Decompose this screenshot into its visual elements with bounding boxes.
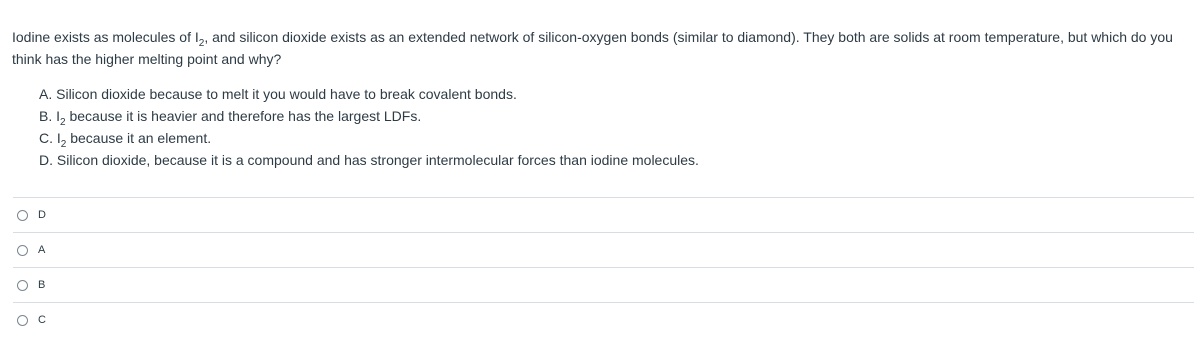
choice-item-a — [39, 83, 699, 105]
choice-c-subscript: 2 — [60, 138, 67, 150]
radio-button-icon[interactable] — [17, 315, 28, 326]
choice-item-c — [39, 127, 699, 149]
choice-d-text: D. Silicon dioxide, because it is a compound and has stronger intermolecular forces than iodine molecules. — [39, 152, 699, 168]
answer-options — [13, 197, 1194, 337]
question-part-2: , and silicon dioxide exists as an extended network of silicon-oxygen bonds (similar to diamond). They both are solids at room temperature, but which do you think has the higher melting point and why? — [12, 29, 1173, 67]
answer-option-d[interactable] — [13, 197, 1194, 232]
question-part-1: Iodine exists as molecules of I — [12, 29, 199, 45]
question-subscript: 2 — [198, 37, 205, 49]
choice-a-text: A. Silicon dioxide because to melt it you would have to break covalent bonds. — [39, 86, 517, 102]
choice-c-pre: C. I — [39, 130, 61, 146]
answer-option-b[interactable] — [13, 267, 1194, 302]
choice-list — [39, 83, 699, 171]
answer-label: C — [38, 314, 46, 326]
answer-label: A — [38, 244, 46, 256]
choice-b-post: because it is heavier and therefore has the largest LDFs. — [65, 108, 422, 124]
answer-label: B — [38, 279, 46, 291]
choice-b-pre: B. I — [39, 108, 61, 124]
answer-label: D — [38, 209, 46, 221]
choice-c-post: because it an element. — [66, 130, 212, 146]
radio-button-icon[interactable] — [17, 280, 28, 291]
choice-b-subscript: 2 — [60, 116, 66, 128]
choice-item-b — [39, 105, 699, 127]
radio-button-icon[interactable] — [17, 210, 28, 221]
choice-item-d — [39, 149, 699, 171]
radio-button-icon[interactable] — [17, 245, 28, 256]
question-text — [12, 26, 1194, 70]
answer-option-c[interactable] — [13, 302, 1194, 337]
answer-option-a[interactable] — [13, 232, 1194, 267]
